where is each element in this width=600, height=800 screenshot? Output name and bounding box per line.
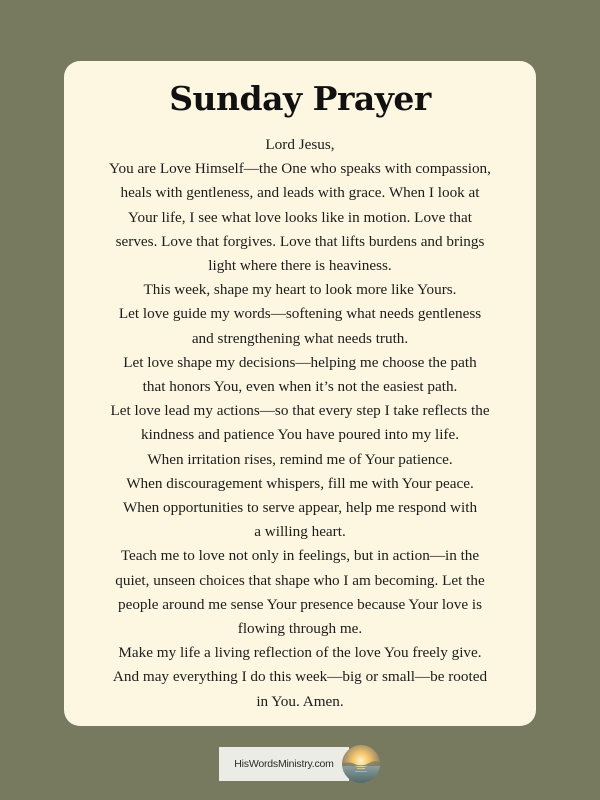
prayer-body — [74, 133, 526, 714]
prayer-line: serves. Love that forgives. Love that lifts burdens and brings — [115, 232, 485, 250]
prayer-line: When irritation rises, remind me of Your patience. — [147, 450, 453, 468]
prayer-line: Let love guide my words—softening what needs gentleness — [118, 305, 482, 323]
prayer-line: in You. Amen. — [256, 692, 344, 710]
prayer-line: You are Love Himself—the One who speaks with compassion, — [109, 160, 491, 178]
page-title: Sunday Prayer — [169, 79, 431, 118]
site-link[interactable]: HisWordsMinistry.com — [219, 747, 349, 781]
prayer-line: heals with gentleness, and leads with grace. When I look at — [120, 184, 480, 202]
prayer-line: people around me sense Your presence because Your love is — [118, 595, 482, 613]
prayer-line: Let love shape my decisions—helping me choose the path — [123, 353, 477, 371]
prayer-line: that honors You, even when it’s not the easiest path. — [142, 378, 458, 396]
prayer-card — [64, 61, 536, 726]
sunset-water-logo-icon — [341, 744, 381, 784]
prayer-line: quiet, unseen choices that shape who I am becoming. Let the — [115, 571, 485, 589]
prayer-line: Teach me to love not only in feelings, but in action—in the — [120, 547, 480, 565]
prayer-line: When opportunities to serve appear, help me respond with — [122, 499, 478, 517]
prayer-line: and strengthening what needs truth. — [191, 329, 409, 347]
prayer-line: Lord Jesus, — [265, 136, 335, 153]
prayer-line: Make my life a living reflection of the love You freely give. — [118, 644, 482, 662]
prayer-line: And may everything I do this week—big or small—be rooted — [112, 668, 488, 686]
prayer-line: flowing through me. — [237, 620, 363, 638]
prayer-line: a willing heart. — [254, 523, 346, 541]
prayer-line: When discouragement whispers, fill me with Your peace. — [126, 474, 474, 492]
footer-branding — [219, 745, 382, 782]
prayer-line: light where there is heaviness. — [208, 257, 392, 275]
prayer-line: This week, shape my heart to look more like Yours. — [143, 281, 457, 299]
prayer-line: Let love lead my actions—so that every step I take reflects the — [110, 402, 490, 420]
prayer-line: Your life, I see what love looks like in motion. Love that — [128, 208, 472, 226]
prayer-line: kindness and patience You have poured into my life. — [140, 426, 460, 444]
